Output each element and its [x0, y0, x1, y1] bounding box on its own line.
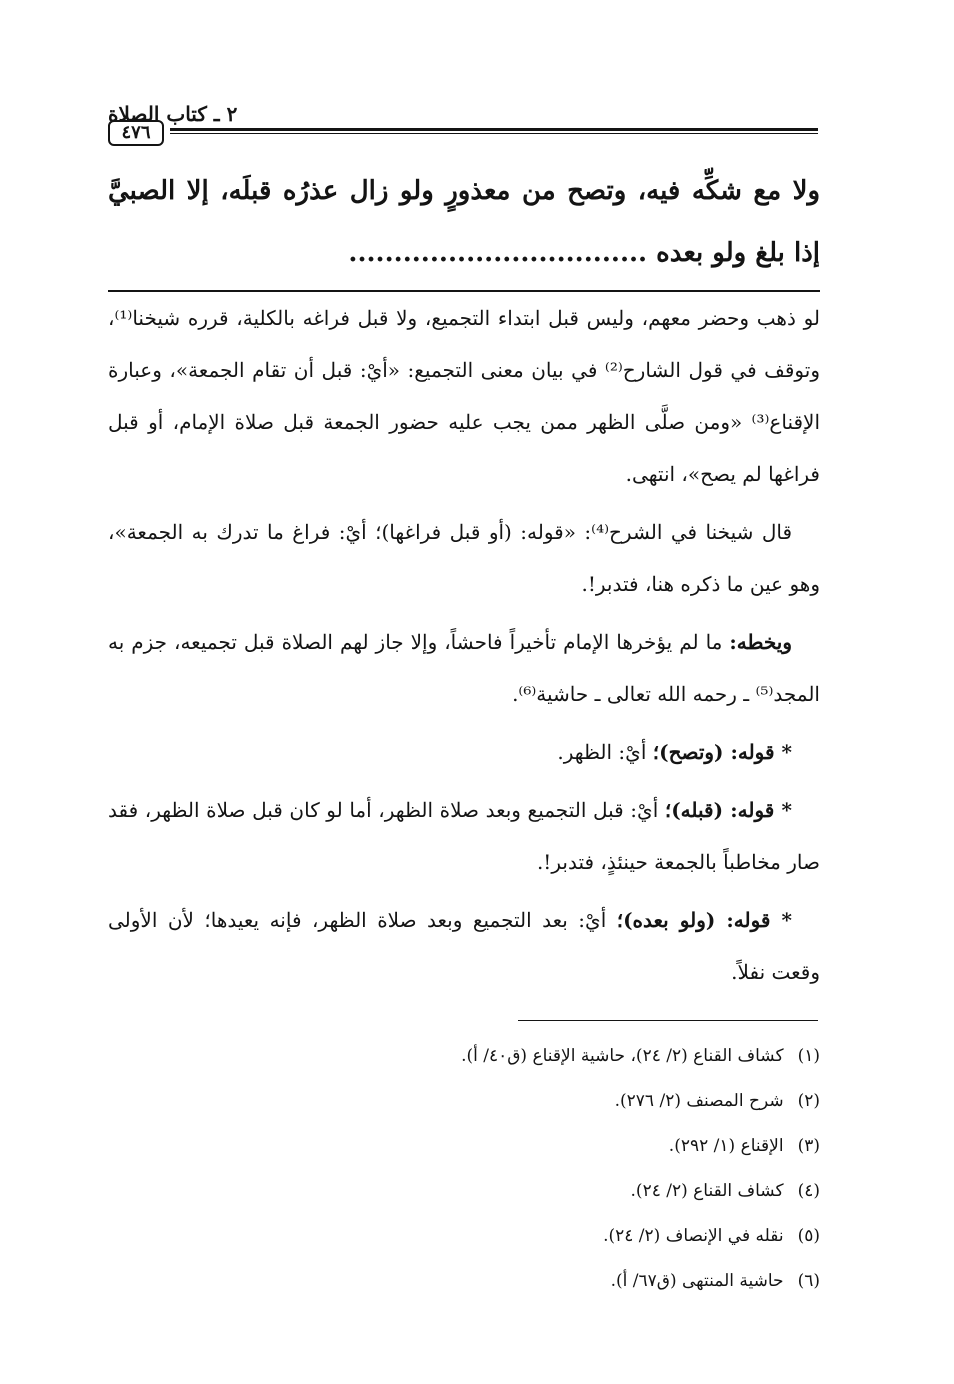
footnote-number: (١): [797, 1046, 820, 1066]
commentary-paragraph-2: قال شيخنا في الشرح⁽⁴⁾: «قوله: (أو قبل فراغها)؛ أيْ: فراغ ما تدرك به الجمعة»، وهو عين ما ذكره هنا، فتدبر!.: [108, 520, 820, 596]
footnote-divider: [518, 1020, 818, 1021]
footnote-text: كشاف القناع (٢/ ٢٤).: [630, 1181, 784, 1201]
footnote-5: [108, 1214, 820, 1259]
footnote-number: (٤): [797, 1181, 820, 1201]
paragraph-text: أيْ: قبل التجميع وبعد صلاة الظهر، أما لو كان قبل صلاة الظهر، فقد صار مخاطباً بالجمعة حينئذٍ، فتدبر!.: [108, 798, 820, 874]
running-title: ٢ ـ كتاب الصلاة: [108, 102, 238, 126]
footnote-2: [108, 1079, 820, 1124]
commentary-paragraph-1: لو ذهب وحضر معهم، وليس قبل ابتداء التجميع، ولا قبل فراغه بالكلية، قرره شيخنا⁽¹⁾، وتوقف في قول الشارح⁽²⁾ في بيان معنى التجميع: «أيْ: قبل أن تقام الجمعة»، وعبارة الإقناع⁽³⁾ «ومن صلَّى الظهر ممن يجب عليه حضور الجمعة قبل صلاة الإمام، أو قبل فراغها لم يصح»، انتهى.: [108, 306, 820, 486]
matn-sentence: ولا مع شكِّه فيه، وتصح من معذورٍ ولو زال عذرُه قبلَه، إلا الصبيَّ إذا بلغ ولو بعده: [108, 176, 820, 268]
page-header: [108, 102, 818, 150]
footnote-text: كشاف القناع (٢/ ٢٤)، حاشية الإقناع (ق٤٠/ أ).: [461, 1046, 784, 1066]
footnote-number: (٣): [797, 1136, 820, 1156]
matn-text: [108, 160, 820, 284]
commentary-paragraph-6: [108, 894, 820, 998]
paragraph-lead: * قوله: (وتصح)؛: [652, 740, 792, 764]
footnote-number: (٥): [797, 1226, 820, 1246]
footnote-4: [108, 1169, 820, 1214]
paragraph-text: أيْ: بعد التجميع وبعد صلاة الظهر، فإنه يعيدها؛ لأن الأولى وقعت نفلاً.: [108, 908, 820, 984]
paragraph-lead: ويخطه:: [729, 630, 792, 654]
footnote-text: الإقناع (١/ ٢٩٢).: [668, 1136, 784, 1156]
footnote-number: (٦): [797, 1271, 820, 1291]
header-rule: [170, 128, 818, 134]
paragraph-lead: * قوله: (قبله)؛: [664, 798, 792, 822]
footnote-text: شرح المصنف (٢/ ٢٧٦).: [614, 1091, 784, 1111]
matn-dots: .................................: [348, 238, 648, 268]
page-number: ٤٧٦: [108, 120, 164, 146]
commentary-paragraph-3: [108, 616, 820, 720]
footnote-3: [108, 1124, 820, 1169]
footnote-text: نقله في الإنصاف (٢/ ٢٤).: [603, 1226, 784, 1246]
paragraph-text: أيْ: الظهر.: [557, 740, 653, 764]
paragraph-lead: * قوله: (ولو بعده)؛: [616, 908, 792, 932]
paragraph-text: ما لم يؤخرها الإمام تأخيراً فاحشاً، وإلا جاز لهم الصلاة قبل تجميعه، جزم به المجد⁽⁵⁾ ـ رحمه الله تعالى ـ حاشية⁽⁶⁾.: [108, 630, 820, 706]
commentary-body: [108, 292, 820, 1004]
footnote-text: حاشية المنتهى (ق٦٧/ أ).: [610, 1271, 784, 1291]
footnote-number: (٢): [797, 1091, 820, 1111]
commentary-paragraph-4: [108, 726, 820, 778]
commentary-paragraph-5: [108, 784, 820, 888]
footnote-6: [108, 1259, 820, 1304]
footnotes: [108, 1034, 820, 1304]
footnote-1: [108, 1034, 820, 1079]
